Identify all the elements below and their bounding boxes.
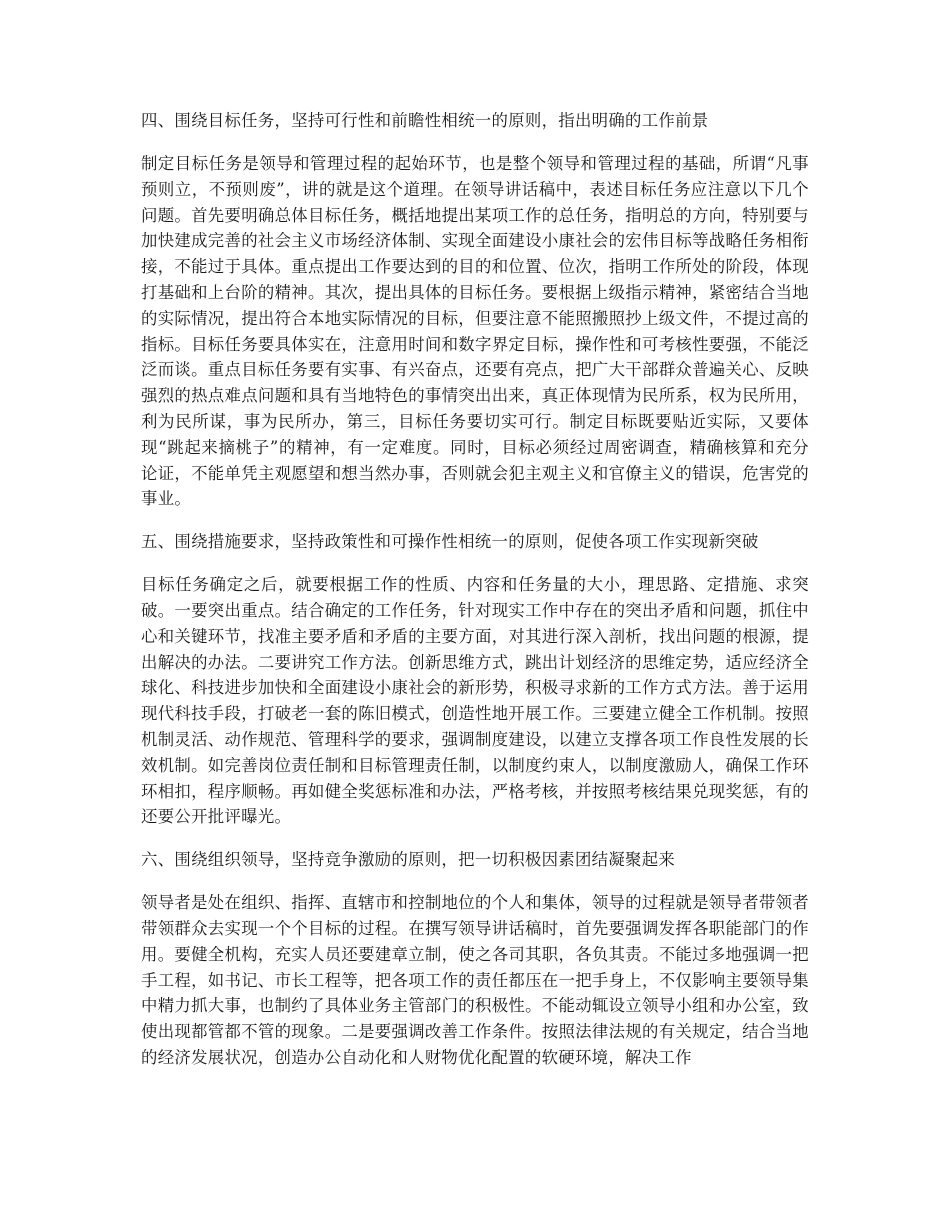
document-page [141, 108, 809, 1088]
section-body-4: 制定目标任务是领导和管理过程的起始环节，也是整个领导和管理过程的基础，所谓“凡事预则立，不预则废”，讲的就是这个道理。在领导讲话稿中，表述目标任务应注意以下几个问题。首先要明确总体目标任务，概括地提出某项工作的总任务，指明总的方向，特别要与加快建成完善的社会主义市场经济体制、实现全面建设小康社会的宏伟目标等战略任务相衔接，不能过于具体。重点提出工作要达到的目的和位置、位次，指明工作所处的阶段，体现打基础和上台阶的精神。其次，提出具体的目标任务。要根据上级指示精神，紧密结合当地的实际情况，提出符合本地实际情况的目标，但要注意不能照搬照抄上级文件，不提过高的指标。目标任务要具体实在，注意用时间和数字界定目标，操作性和可考核性要强，不能泛泛而谈。重点目标任务要有实事、有兴奋点，还要有亮点，把广大干部群众普遍关心、反映强烈的热点难点问题和具有当地特色的事情突出出来，真正体现情为民所系，权为民所用，利为民所谋，事为民所办，第三，目标任务要切实可行。制定目标既要贴近实际，又要体现“跳起来摘桃子”的精神，有一定难度。同时，目标必须经过周密调查，精确核算和充分论证，不能单凭主观愿望和想当然办事，否则就会犯主观主义和官僚主义的错误，危害党的事业。 [141, 154, 809, 509]
section-heading-5: 五、围绕措施要求，坚持政策性和可操作性相统一的原则，促使各项工作实现新突破 [141, 532, 759, 552]
section-heading-6: 六、围绕组织领导，坚持竞争激励的原则，把一切积极因素团结凝聚起来 [141, 850, 676, 870]
section-body-6: 领导者是处在组织、指挥、直辖市和控制地位的个人和集体，领导的过程就是领导者带领者带领群众去实现一个个目标的过程。在撰写领导讲话稿时，首先要强调发挥各职能部门的作用。要健全机构，充实人员还要建章立制，使之各司其职，各负其责。不能过多地强调一把手工程，如书记、市长工程等，把各项工作的责任都压在一把手身上，不仅影响主要领导集中精力抓大事，也制约了具体业务主管部门的积极性。不能动辄设立领导小组和办公室，致使出现都管都不管的现象。二是要强调改善工作条件。按照法律法规的有关规定，结合当地的经济发展状况，创造办公自动化和人财物优化配置的软硬环境，解决工作 [141, 893, 809, 1067]
section-body-5: 目标任务确定之后，就要根据工作的性质、内容和任务量的大小，理思路、定措施、求突破。一要突出重点。结合确定的工作任务，针对现实工作中存在的突出矛盾和问题，抓住中心和关键环节，找准主要矛盾和矛盾的主要方面，对其进行深入剖析，找出问题的根源，提出解决的办法。二要讲究工作方法。创新思维方式，跳出计划经济的思维定势，适应经济全球化、科技进步加快和全面建设小康社会的新形势，积极寻求新的工作方式方法。善于运用现代科技手段，打破老一套的陈旧模式，创造性地开展工作。三要建立健全工作机制。按照机制灵活、动作规范、管理科学的要求，强调制度建设，以建立支撑各项工作良性发展的长效机制。如完善岗位责任制和目标管理责任制，以制度约束人，以制度激励人，确保工作环环相扣，程序顺畅。再如健全奖惩标准和办法，严格考核，并按照考核结果兑现奖惩，有的还要公开批评曝光。 [141, 575, 809, 827]
section-heading-4: 四、围绕目标任务，坚持可行性和前瞻性相统一的原则，指出明确的工作前景 [141, 111, 709, 130]
